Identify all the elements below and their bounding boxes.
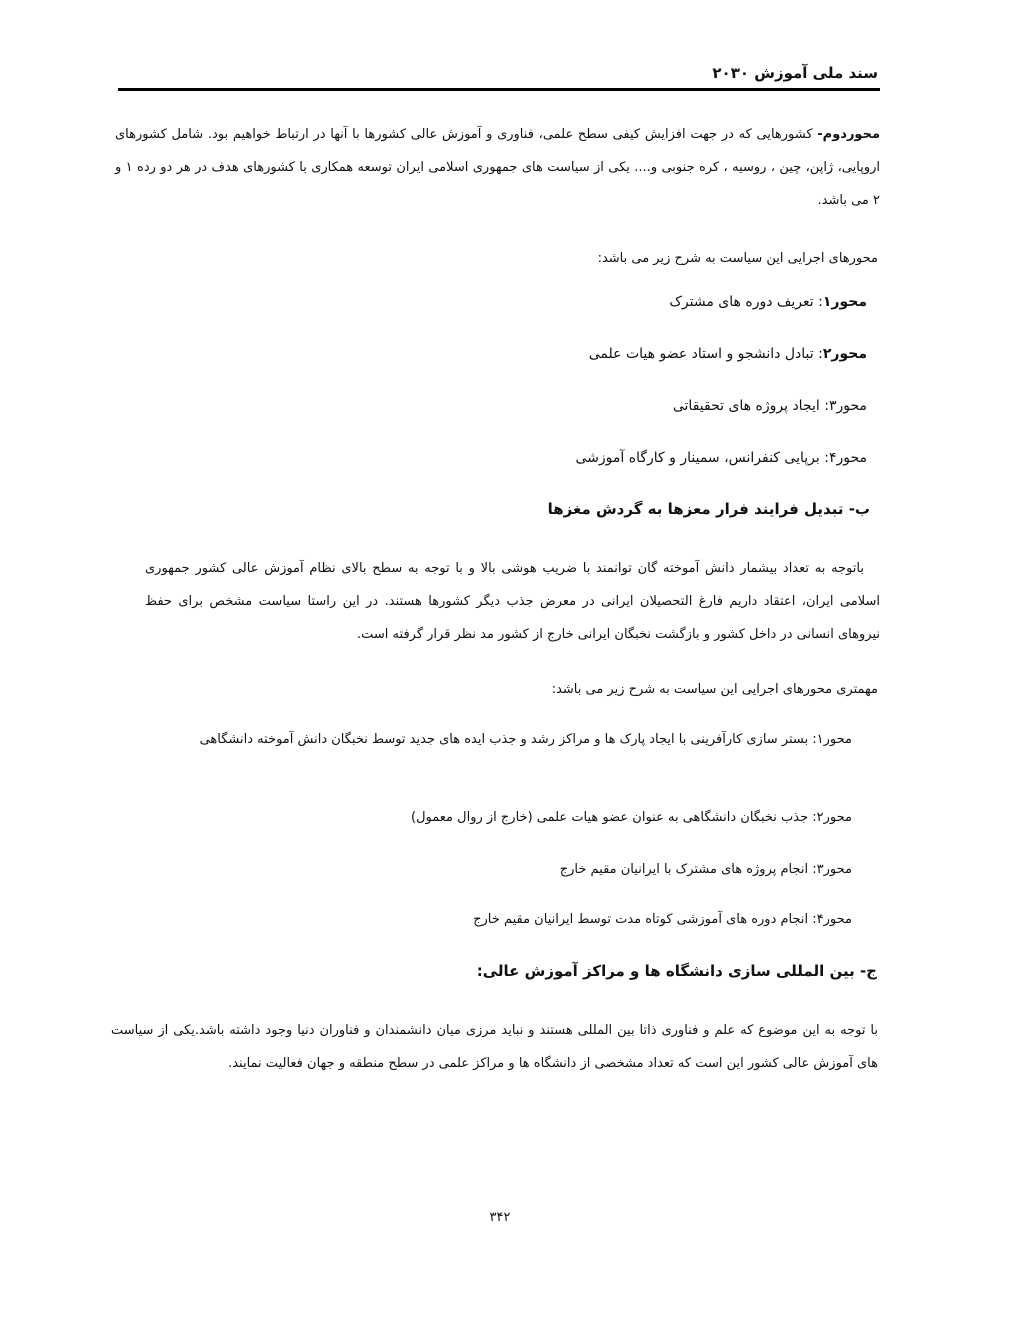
header-rule <box>118 88 880 91</box>
axis-text: : تعریف دوره های مشترک <box>669 294 823 310</box>
axis-2-item-4: محور۴: انجام دوره های آموزشی کوتاه مدت توسط ایرانیان مقیم خارج <box>473 912 852 927</box>
axis-2-item-1: محور۱: بستر سازی کارآفرینی با ایجاد پارک ها و مراکز رشد و جذب ایده های جدید توسط نخبگان دانش آموخته دانشگاهی <box>199 732 852 747</box>
axis-label: محور۱ <box>822 294 867 310</box>
axis-1-item-2 <box>589 346 867 362</box>
section-b-axes-intro: مهمتری محورهای اجرایی این سیاست به شرح زیر می باشد: <box>551 682 878 697</box>
section-b-paragraph: باتوجه به تعداد بیشمار دانش آموخته گان توانمند با ضریب هوشی بالا و با توجه به سطح بالای نظام آموزش عالی کشور جمهوری اسلامی ایران، اعتقاد داریم فارغ التحصیلان ایرانی در معرض جذب دیگر کشورها هستند. در این راستا سیاست مشخص برای حفظ نیروهای انسانی در داخل کشور و بازگشت نخبگان ایرانی خارج از کشور مد نظر قرار گرفته است. <box>145 561 880 642</box>
intro-paragraph <box>115 118 880 217</box>
axis-2-item-2: محور۲: جذب نخبگان دانشگاهی به عنوان عضو هیات علمی (خارج از روال معمول) <box>411 810 852 825</box>
page-number: ۳۴۲ <box>489 1210 511 1225</box>
axis-label: محور۲ <box>822 346 867 362</box>
axis-1-item-3 <box>673 398 867 414</box>
intro-lead: محوردوم- <box>817 127 880 142</box>
axis-1-item-1 <box>669 294 867 310</box>
section-b-heading: ب- تبدیل فرایند فرار معزها به گردش مغزها <box>547 500 870 518</box>
axis-1-item-4 <box>576 450 867 466</box>
section-c-paragraph: با توجه به این موضوع که علم و فناوری ذاتا بین المللی هستند و نباید مرزی میان دانشمندان و فناوران دنیا وجود داشته باشد.یکی از سیاست های آموزش عالی کشور این است که تعداد مشخصی از دانشگاه ها و مراکز علمی در سطح منطقه و جهان فعالیت نمایند. <box>111 1023 878 1071</box>
axis-text: : تبادل دانشجو و استاد عضو هیات علمی <box>588 346 823 362</box>
section-c-heading: ج- بین المللی سازی دانشگاه ها و مراکز آموزش عالی: <box>476 962 877 980</box>
axis-text: : ایجاد پروژه های تحقیقاتی <box>672 398 829 414</box>
axis-label: محور۳ <box>828 398 867 414</box>
axis-2-item-3: محور۳: انجام پروژه های مشترک با ایرانیان مقیم خارج <box>559 862 852 877</box>
axis-text: : برپایی کنفرانس، سمینار و کارگاه آموزشی <box>575 450 829 466</box>
axis-label: محور۴ <box>828 450 867 466</box>
intro-text: کشورهایی که در جهت افزایش کیفی سطح علمی، فناوری و آموزش عالی کشورها با آنها در ارتباط خواهیم بود. شامل کشورهای اروپایی، ژاپن، چین ، روسیه ، کره جنوبی و.... یکی از سیاست های جمهوری اسلامی ایران توسعه همکاری با کشورهای هدف در هر دو رده ۱ و ۲ می باشد. <box>115 127 880 208</box>
axes-intro-1: محورهای اجرایی این سیاست به شرح زیر می باشد: <box>597 251 878 266</box>
header-title: سند ملی آموزش ۲۰۳۰ <box>712 64 878 82</box>
